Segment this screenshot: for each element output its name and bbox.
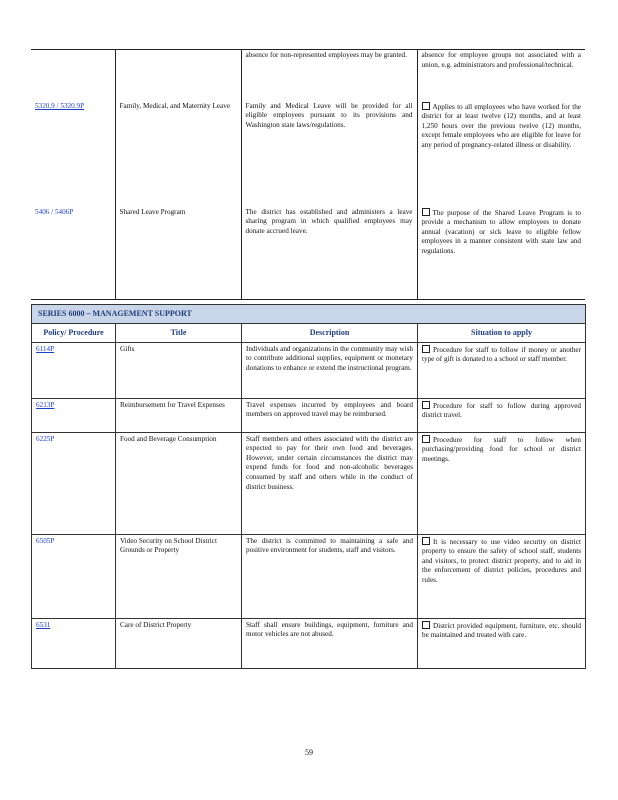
series-heading-row — [32, 305, 586, 324]
page-number: 59 — [305, 748, 313, 757]
checkbox-bullet-icon — [422, 345, 430, 353]
policy-situation: Procedure for staff to follow during approved district travel. — [418, 398, 586, 432]
table-row — [32, 534, 586, 618]
policy-code — [31, 50, 115, 100]
policy-code: 6225P — [32, 432, 116, 534]
policy-situation: Procedure for staff to follow if money or another type of gift is donated to a school or staff member. — [418, 342, 586, 398]
policy-title: Shared Leave Program — [115, 206, 241, 300]
table-row — [31, 206, 585, 300]
policy-description: Family and Medical Leave will be provided for all eligible employees pursuant to its provisions and Washington state laws/regulations. — [241, 100, 417, 206]
policy-description: Individuals and organizations in the community may wish to contribute additional supplies, equipment or monetary donations to enhance or extend the instructional program. — [242, 342, 418, 398]
policy-title: Food and Beverage Consumption — [116, 432, 242, 534]
policy-link-6114p[interactable]: 6114P — [36, 344, 55, 353]
series-heading: SERIES 6000 – MANAGEMENT SUPPORT — [32, 305, 586, 324]
policy-title — [115, 50, 241, 100]
header-title: Title — [116, 323, 242, 342]
policy-link-6213p[interactable]: 6213P — [36, 400, 55, 409]
policy-description: The district is committed to maintaining a safe and positive environment for students, staff and visitors. — [242, 534, 418, 618]
checkbox-bullet-icon — [422, 208, 430, 216]
table-row — [32, 342, 586, 398]
policy-situation: It is necessary to use video security on district property to ensure the safety of school staff, students and visitors, to protect district property, and to aid in the enforcement of district policies, procedures and rules. — [418, 534, 586, 618]
policy-description: absence for non-represented employees may be granted. — [241, 50, 417, 100]
table-row — [32, 398, 586, 432]
checkbox-bullet-icon — [422, 537, 430, 545]
policy-description: The district has established and administers a leave sharing program in which qualified employees may donate accrued leave. — [241, 206, 417, 300]
management-support-table — [31, 304, 586, 669]
table-row — [32, 432, 586, 534]
policy-link-5320-9[interactable]: 5320.9 / 5320.9P — [35, 101, 85, 110]
checkbox-bullet-icon — [422, 401, 430, 409]
table-row — [31, 50, 585, 100]
table-row — [31, 100, 585, 206]
policy-situation: absence for employee groups not associated with a union, e.g. administrators and professional/technical. — [417, 50, 585, 100]
leave-policy-table — [31, 49, 585, 300]
table-row — [32, 618, 586, 668]
header-policy: Policy/ Procedure — [32, 323, 116, 342]
policy-code: 6505P — [32, 534, 116, 618]
policy-title: Family, Medical, and Maternity Leave — [115, 100, 241, 206]
policy-title: Video Security on School District Grounds or Property — [116, 534, 242, 618]
policy-link-6531[interactable]: 6531 — [36, 620, 51, 629]
policy-situation: Procedure for staff to follow when purchasing/providing food for school or district meetings. — [418, 432, 586, 534]
checkbox-bullet-icon — [422, 102, 430, 110]
checkbox-bullet-icon — [422, 621, 430, 629]
policy-situation: District provided equipment, furniture, etc. should be maintained and treated with care. — [418, 618, 586, 668]
column-header-row — [32, 323, 586, 342]
policy-description: Travel expenses incurred by employees and board members on approved travel may be reimbursed. — [242, 398, 418, 432]
checkbox-bullet-icon — [422, 435, 430, 443]
policy-code: 5406 / 5406P — [35, 207, 74, 216]
policy-description: Staff shall ensure buildings, equipment, furniture and motor vehicles are not abused. — [242, 618, 418, 668]
policy-title: Reimbursement for Travel Expenses — [116, 398, 242, 432]
policy-title: Gifts — [116, 342, 242, 398]
header-situation: Situation to apply — [418, 323, 586, 342]
policy-description: Staff members and others associated with the district are expected to pay for their own food and beverages. However, under certain circumstances the district may expend funds for food and non-alcoholic beverages consumed by staff and others while in the conduct of district business. — [242, 432, 418, 534]
header-description: Description — [242, 323, 418, 342]
policy-situation: The purpose of the Shared Leave Program is to provide a mechanism to allow employees to donate annual (vacation) or sick leave to eligible fellow employees in a manner consistent with state law and regulations. — [417, 206, 585, 300]
policy-title: Care of District Property — [116, 618, 242, 668]
policy-situation: Applies to all employees who have worked for the district for at least twelve (12) months, and at least 1,250 hours over the previous twelve (12) months, except female employees who are eligible for leave for any period of pregnancy-related illness or disability. — [417, 100, 585, 206]
